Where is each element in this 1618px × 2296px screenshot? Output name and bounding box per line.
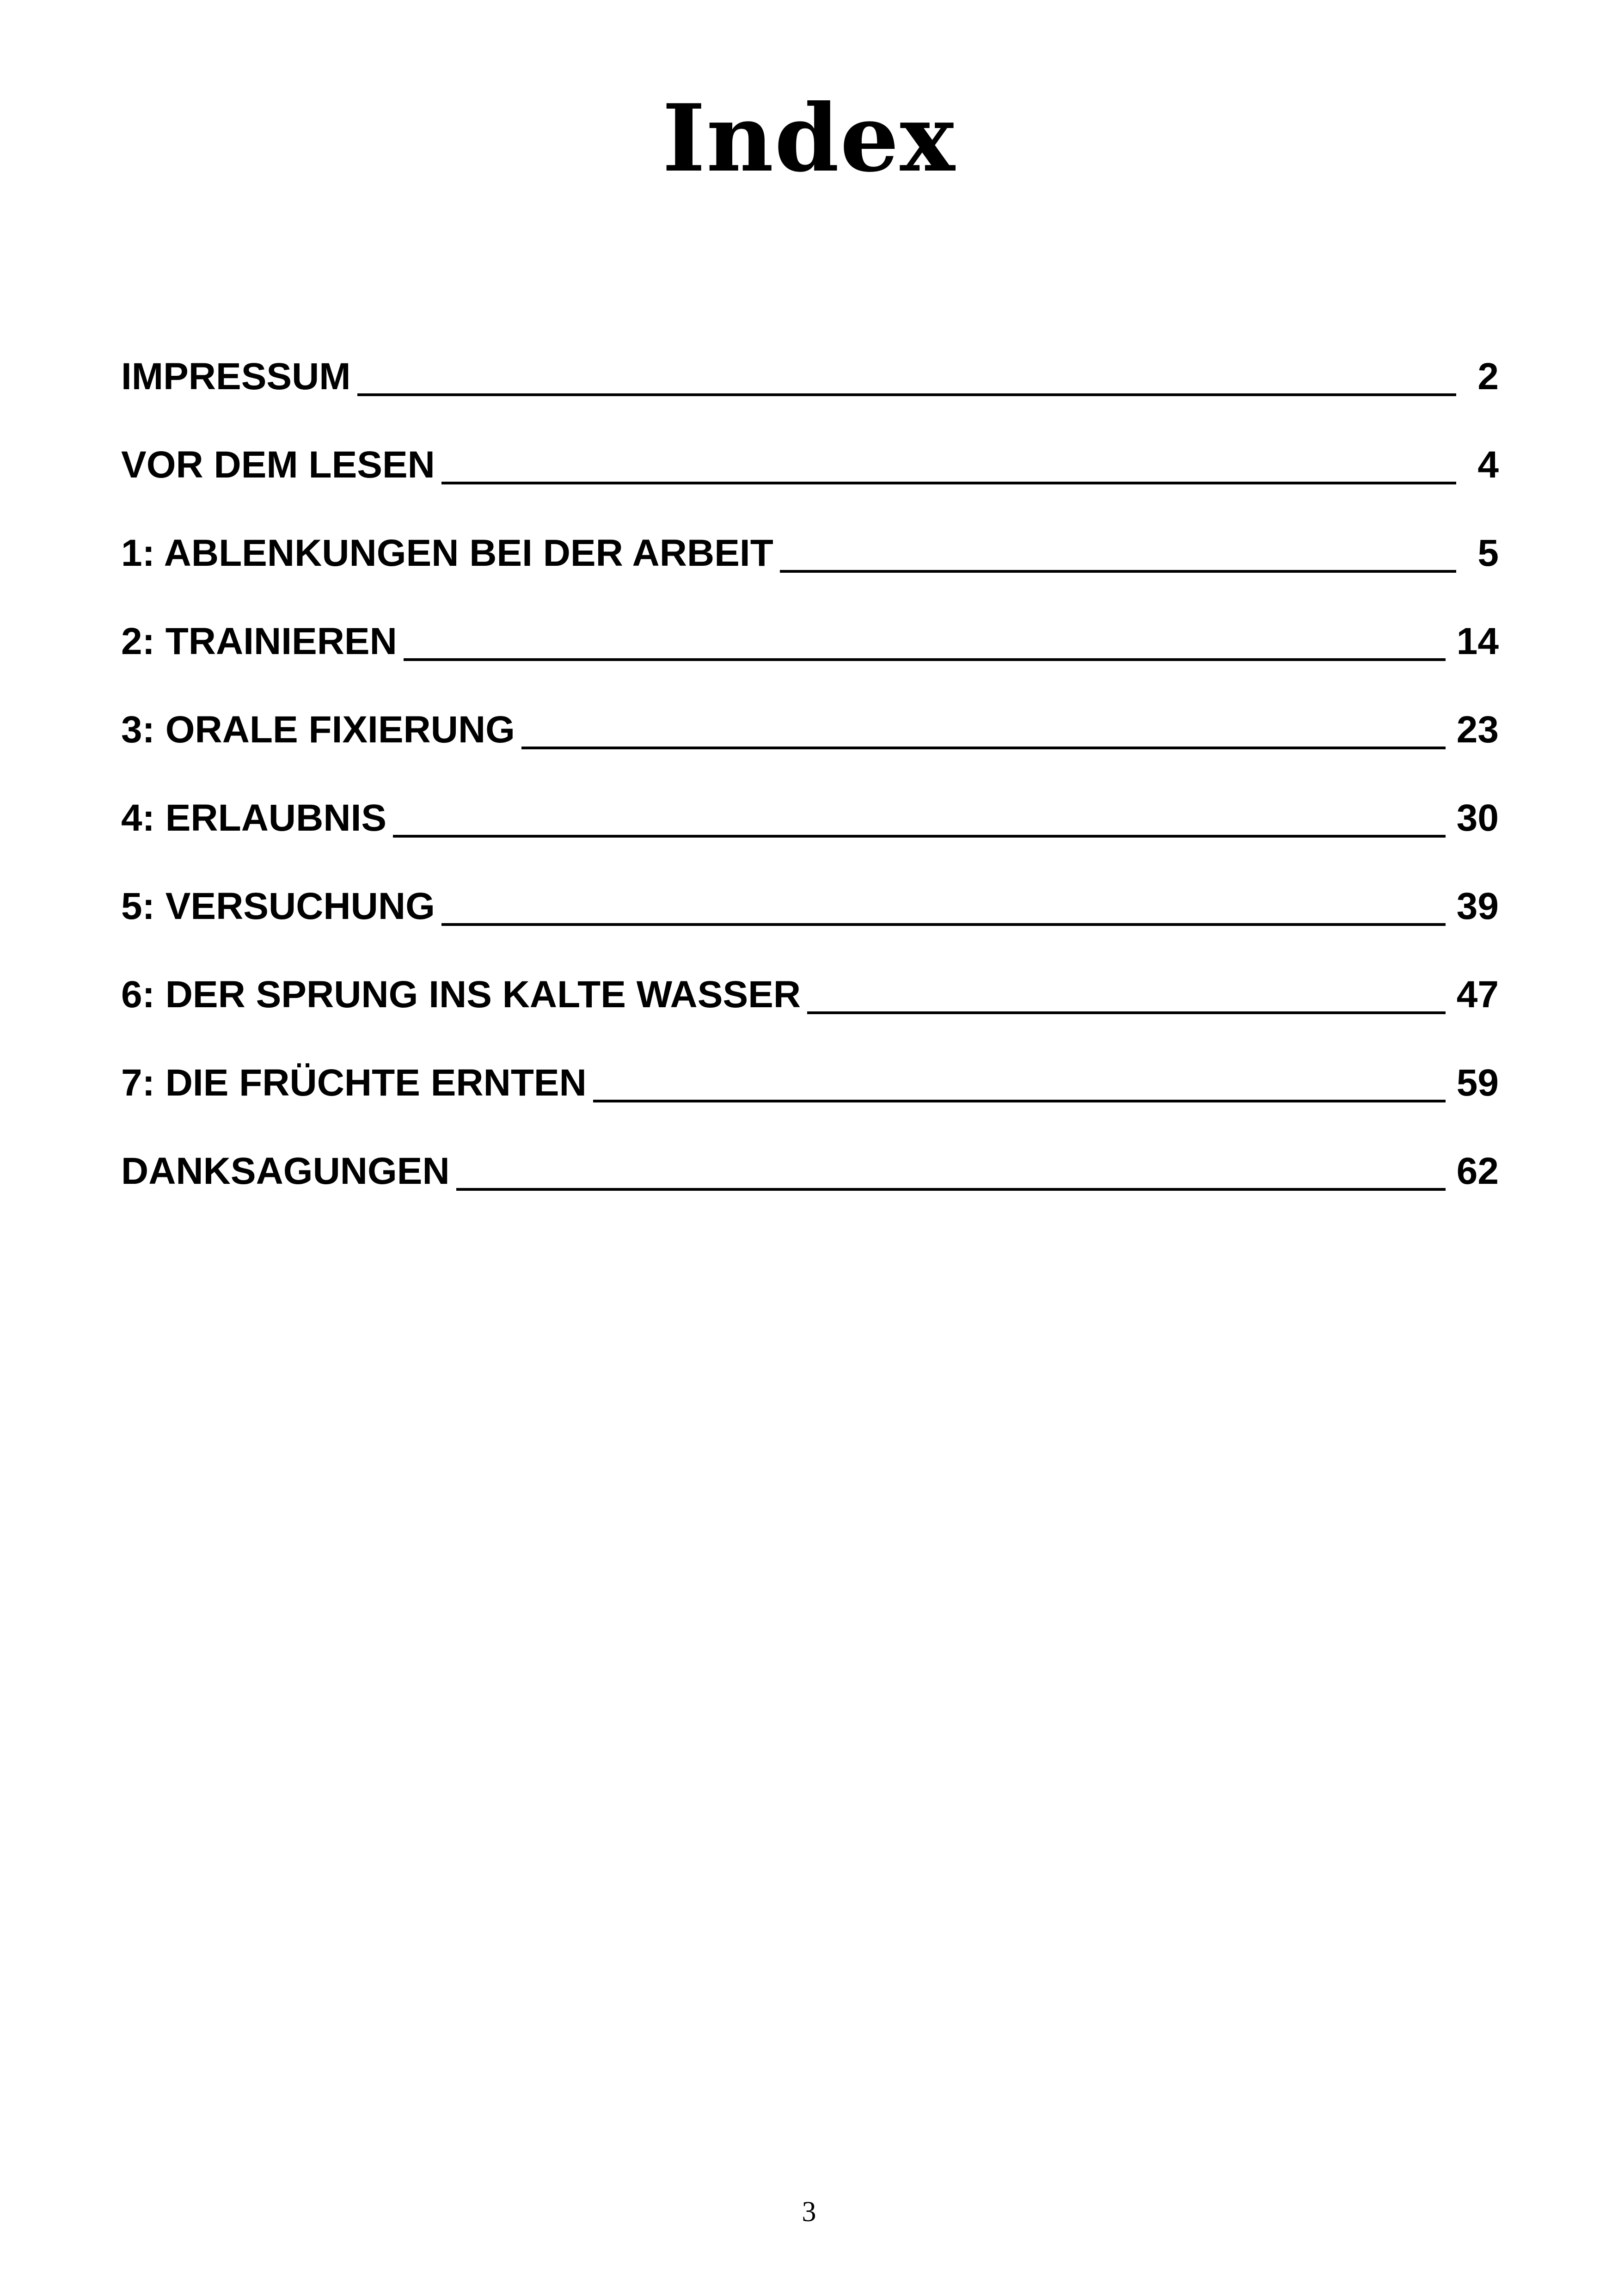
toc-entry-page: 39 [1456, 885, 1499, 927]
toc-entry-impressum[interactable] [121, 324, 1499, 412]
toc-entry-label: 7: DIE FRÜCHTE ERNTEN [121, 1062, 587, 1104]
table-of-contents [121, 324, 1499, 1206]
toc-entry-page: 4 [1477, 444, 1499, 486]
page-number: 3 [802, 2196, 816, 2228]
toc-entry-page: 47 [1456, 974, 1499, 1016]
toc-entry-label: 5: VERSUCHUNG [121, 885, 435, 927]
toc-entry-label: 6: DER SPRUNG INS KALTE WASSER [121, 974, 801, 1016]
toc-entry-label: 4: ERLAUBNIS [121, 797, 387, 839]
toc-entry-label: IMPRESSUM [121, 355, 351, 398]
toc-entry-vor-dem-lesen[interactable] [121, 412, 1499, 500]
toc-entry-label: VOR DEM LESEN [121, 444, 435, 486]
toc-leader-line [441, 923, 1446, 926]
toc-entry-chapter-4[interactable] [121, 765, 1499, 853]
toc-leader-line [393, 835, 1446, 838]
toc-leader-line [780, 570, 1456, 573]
toc-entry-label: 1: ABLENKUNGEN BEI DER ARBEIT [121, 532, 773, 574]
toc-leader-line [593, 1100, 1446, 1102]
page-title: Index [662, 84, 956, 193]
toc-leader-line [521, 747, 1446, 749]
toc-entry-page: 23 [1456, 709, 1499, 751]
toc-leader-line [807, 1011, 1446, 1014]
toc-leader-line [357, 393, 1456, 396]
toc-leader-line [404, 658, 1446, 661]
toc-entry-page: 14 [1456, 620, 1499, 662]
toc-entry-chapter-1[interactable] [121, 500, 1499, 588]
toc-leader-line [441, 482, 1456, 484]
toc-entry-page: 59 [1456, 1062, 1499, 1104]
toc-entry-label: 3: ORALE FIXIERUNG [121, 709, 515, 751]
toc-entry-chapter-3[interactable] [121, 677, 1499, 765]
toc-entry-danksagungen[interactable] [121, 1118, 1499, 1206]
toc-entry-page: 30 [1456, 797, 1499, 839]
toc-entry-chapter-5[interactable] [121, 853, 1499, 942]
toc-entry-chapter-7[interactable] [121, 1030, 1499, 1118]
toc-entry-label: DANKSAGUNGEN [121, 1150, 450, 1192]
toc-entry-label: 2: TRAINIEREN [121, 620, 397, 662]
toc-entry-chapter-2[interactable] [121, 588, 1499, 677]
toc-entry-page: 5 [1477, 532, 1499, 574]
toc-entry-page: 2 [1477, 355, 1499, 398]
toc-leader-line [456, 1188, 1446, 1191]
toc-entry-page: 62 [1456, 1150, 1499, 1192]
toc-entry-chapter-6[interactable] [121, 942, 1499, 1030]
